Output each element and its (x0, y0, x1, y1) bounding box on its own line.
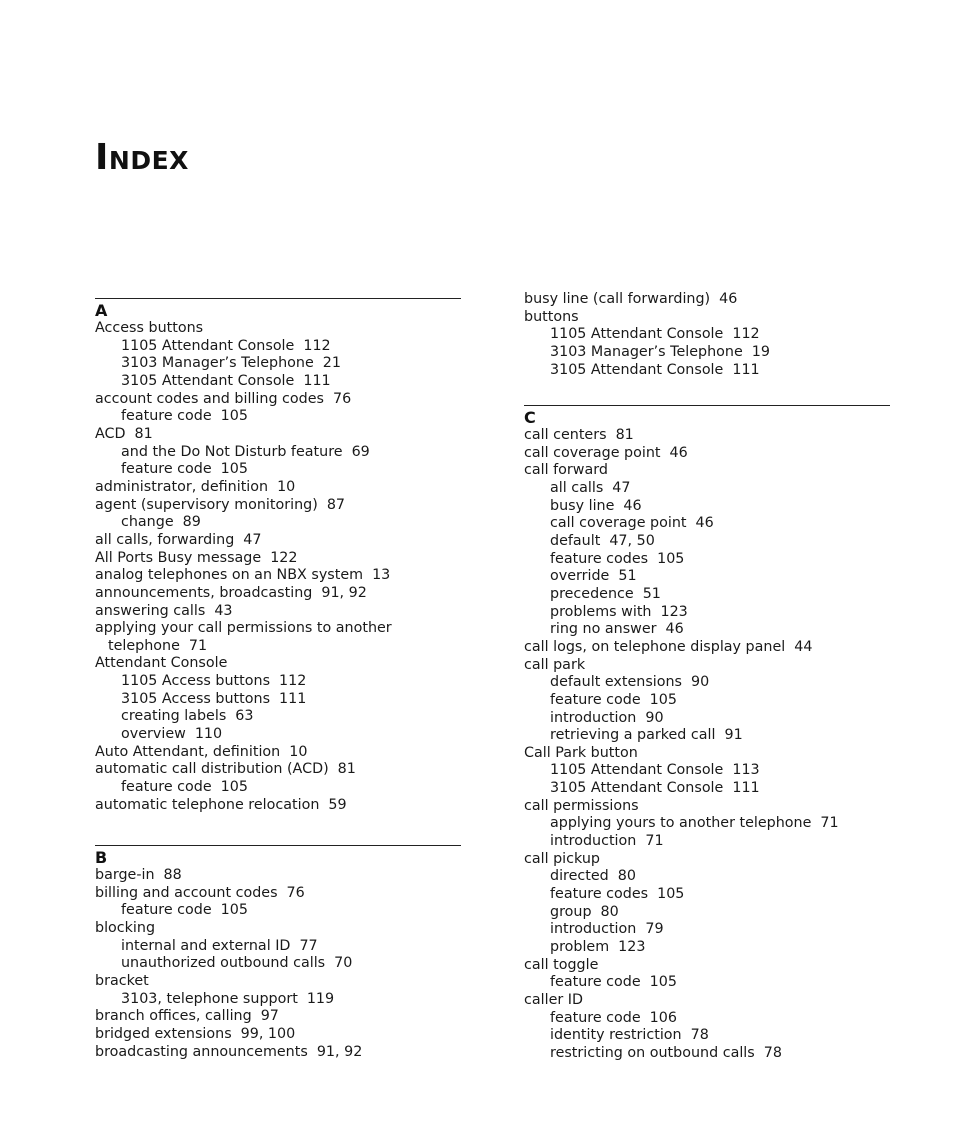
entry-term: 3105 Attendant Console (550, 361, 724, 378)
entry-page-numbers: 88 (163, 867, 182, 883)
entry-term: call coverage point (550, 515, 687, 532)
index-subentry (524, 1010, 890, 1028)
index-subentry (524, 974, 890, 992)
entry-page-numbers: 91 (724, 727, 743, 744)
entry-list (524, 427, 890, 1063)
index-entry (524, 291, 890, 309)
entry-term: branch offices, calling (95, 1008, 252, 1025)
entry-page-numbers: 46 (695, 515, 714, 532)
index-entry (95, 497, 461, 515)
entry-page-numbers: 71 (645, 833, 664, 850)
entry-list (524, 291, 890, 379)
index-subentry (524, 762, 890, 780)
index-subentry (95, 355, 461, 373)
entry-page-numbers: 111 (732, 780, 760, 797)
entry-term: group (550, 903, 592, 920)
index-subentry (524, 780, 890, 798)
index-entry (95, 320, 461, 338)
index-entry (524, 639, 890, 657)
index-entry (524, 992, 890, 1010)
entry-term: feature code (121, 461, 212, 478)
index-subentry (524, 868, 890, 886)
entry-page-numbers: 119 (306, 990, 335, 1007)
index-subentry (524, 904, 890, 922)
index-entry (524, 957, 890, 975)
entry-page-numbers: 113 (732, 762, 760, 779)
index-entry (524, 745, 890, 763)
entry-term: 3103 Manager’s Telephone (121, 355, 314, 372)
index-subentry (95, 444, 461, 462)
entry-term: bracket (95, 972, 149, 989)
entry-page-numbers: 112 (732, 326, 760, 343)
index-subentry (524, 939, 890, 957)
entry-page-numbers: 21 (322, 355, 341, 372)
entry-term: restricting on outbound calls (550, 1044, 755, 1061)
index-subentry (524, 674, 890, 692)
index-subentry (524, 833, 890, 851)
entry-term: precedence (550, 585, 634, 602)
entry-page-numbers: 19 (751, 343, 770, 360)
entry-page-numbers: 91, 92 (321, 584, 367, 601)
entry-page-numbers: 78 (763, 1044, 782, 1061)
entry-term: analog telephones on an NBX system (95, 567, 364, 584)
entry-term: bridged extensions (95, 1025, 232, 1042)
entry-page-numbers: 13 (372, 567, 391, 584)
section-letter: A (95, 301, 108, 320)
entry-page-numbers: 43 (214, 602, 233, 619)
index-entry (95, 920, 461, 938)
section-letter: C (524, 408, 536, 427)
index-subentry (524, 1027, 890, 1045)
entry-term: agent (supervisory monitoring) (95, 496, 318, 513)
entry-term: Call Park button (524, 744, 638, 761)
entry-page-numbers: 71 (820, 815, 839, 832)
entry-page-numbers: 71 (188, 637, 208, 654)
entry-page-numbers: 77 (299, 937, 318, 954)
entry-term: call logs, on telephone display panel (524, 638, 786, 655)
index-entry (95, 426, 461, 444)
index-entry (95, 867, 461, 885)
entry-term: feature codes (550, 550, 649, 567)
index-entry (95, 585, 461, 603)
index-subentry (95, 373, 461, 391)
index-section-a (95, 298, 461, 814)
entry-term: 3105 Attendant Console (121, 372, 295, 389)
index-entry (95, 744, 461, 762)
entry-term: retrieving a parked call (550, 727, 716, 744)
index-subentry (524, 921, 890, 939)
index-subentry (95, 708, 461, 726)
entry-page-numbers: 91, 92 (316, 1043, 363, 1060)
entry-page-numbers: 46 (623, 497, 642, 514)
index-subentry (524, 815, 890, 833)
entry-page-numbers: 78 (690, 1027, 709, 1044)
entry-term: 3105 Access buttons (121, 690, 271, 707)
entry-page-numbers: 46 (669, 444, 688, 461)
page-title: Index (95, 137, 189, 178)
index-entry (95, 885, 461, 903)
entry-page-numbers: 70 (334, 955, 353, 972)
entry-term: change (121, 514, 174, 531)
entry-page-numbers: 105 (220, 779, 248, 796)
entry-term: call permissions (524, 797, 639, 814)
entry-page-numbers: 44 (794, 638, 813, 655)
index-entry (95, 1044, 461, 1062)
index-subentry (95, 726, 461, 744)
entry-term: overview (121, 726, 186, 743)
entry-page-numbers: 47 (243, 531, 262, 548)
index-subentry (95, 991, 461, 1009)
index-subentry (95, 955, 461, 973)
entry-page-numbers: 81 (134, 425, 153, 442)
entry-page-numbers: 123 (618, 939, 646, 956)
index-subentry (95, 779, 461, 797)
entry-term: busy line (550, 497, 615, 514)
entry-page-numbers: 122 (270, 549, 298, 566)
entry-page-numbers: 110 (194, 726, 223, 743)
index-subentry (95, 461, 461, 479)
entry-term: Access buttons (95, 320, 204, 336)
index-subentry (524, 586, 890, 604)
index-entry (95, 567, 461, 585)
entry-term: call forward (524, 462, 608, 479)
entry-term: call toggle (524, 956, 599, 973)
entry-page-numbers: 105 (220, 408, 248, 425)
index-entry (524, 462, 890, 480)
entry-term: feature code (121, 408, 212, 425)
entry-page-numbers: 69 (351, 443, 370, 460)
section-letter: B (95, 848, 108, 867)
index-subentry (95, 338, 461, 356)
entry-term: default extensions (550, 674, 682, 691)
index-entry (95, 973, 461, 991)
entry-term: feature code (550, 1009, 641, 1026)
entry-term: problem (550, 939, 610, 956)
entry-page-numbers: 76 (333, 390, 352, 407)
index-subentry (524, 710, 890, 728)
index-entry (95, 1026, 461, 1044)
index-subentry (524, 727, 890, 745)
entry-page-numbers: 111 (303, 372, 331, 389)
entry-term: all calls, forwarding (95, 531, 235, 548)
entry-term: and the Do Not Disturb feature (121, 443, 343, 460)
entry-page-numbers: 99, 100 (240, 1025, 296, 1042)
index-entry (95, 797, 461, 815)
entry-term: feature code (121, 902, 212, 919)
entry-term: All Ports Busy message (95, 549, 262, 566)
entry-term: call park (524, 656, 586, 673)
entry-list (95, 320, 461, 814)
entry-term: blocking (95, 919, 156, 936)
index-entry (95, 620, 461, 638)
entry-term: call coverage point (524, 444, 661, 461)
entry-page-numbers: 105 (649, 691, 677, 708)
index-subentry (524, 326, 890, 344)
entry-term: 1105 Attendant Console (550, 326, 724, 343)
entry-page-numbers: 105 (220, 461, 248, 478)
entry-term: 3103 Manager’s Telephone (550, 343, 743, 360)
entry-term: buttons (524, 308, 579, 325)
entry-term: Auto Attendant, definition (95, 743, 281, 760)
entry-page-numbers: 47 (612, 479, 631, 496)
entry-page-numbers: 51 (642, 585, 661, 602)
entry-page-numbers: 79 (645, 921, 664, 938)
index-entry (524, 445, 890, 463)
entry-term: unauthorized outbound calls (121, 955, 326, 972)
index-subentry (524, 533, 890, 551)
entry-term: default (550, 532, 601, 549)
entry-term: all calls (550, 479, 604, 496)
index-entry (524, 657, 890, 675)
entry-term: Attendant Console (95, 655, 228, 672)
entry-term: internal and external ID (121, 937, 291, 954)
entry-term: introduction (550, 833, 637, 850)
entry-term: billing and account codes (95, 884, 278, 901)
entry-page-numbers: 87 (326, 496, 346, 513)
index-section-c (524, 405, 890, 1063)
entry-term: automatic telephone relocation (95, 796, 320, 813)
entry-term: override (550, 568, 610, 585)
entry-page-numbers: 80 (600, 903, 619, 920)
entry-page-numbers: 63 (235, 708, 254, 725)
index-entry (95, 550, 461, 568)
entry-page-numbers: 97 (260, 1008, 279, 1025)
entry-term: broadcasting announcements (95, 1043, 308, 1060)
index-subentry (524, 551, 890, 569)
entry-term: answering calls (95, 602, 206, 619)
entry-term: ring no answer (550, 621, 657, 638)
entry-term: caller ID (524, 992, 584, 1008)
entry-page-numbers: 90 (645, 709, 664, 726)
entry-page-numbers: 10 (289, 743, 308, 760)
entry-term: creating labels (121, 708, 227, 725)
entry-term: identity restriction (550, 1027, 682, 1044)
entry-page-numbers: 105 (220, 902, 248, 919)
entry-page-numbers: 81 (615, 427, 634, 443)
entry-page-numbers: 112 (303, 337, 331, 354)
entry-page-numbers: 81 (337, 761, 356, 778)
entry-term: 1105 Attendant Console (121, 337, 295, 354)
entry-term: announcements, broadcasting (95, 584, 313, 601)
index-entry (95, 655, 461, 673)
entry-term: ACD (95, 425, 126, 442)
entry-term: 3103, telephone support (121, 990, 298, 1007)
index-subentry (524, 1045, 890, 1063)
entry-term: 1105 Access buttons (121, 673, 271, 690)
entry-term: telephone (108, 637, 180, 654)
entry-page-numbers: 105 (649, 974, 677, 991)
entry-term: introduction (550, 709, 637, 726)
index-subentry (524, 498, 890, 516)
entry-term: 1105 Attendant Console (550, 762, 724, 779)
entry-term: 3105 Attendant Console (550, 780, 724, 797)
index-subentry (524, 480, 890, 498)
entry-term: call centers (524, 427, 607, 443)
entry-term: feature code (550, 691, 641, 708)
entry-page-numbers: 111 (732, 361, 760, 378)
entry-page-numbers: 90 (691, 674, 710, 691)
entry-page-numbers: 51 (618, 568, 637, 585)
entry-page-numbers: 46 (665, 621, 684, 638)
entry-term: directed (550, 868, 609, 885)
index-subentry (95, 514, 461, 532)
entry-page-numbers: 59 (328, 796, 347, 813)
entry-page-numbers: 46 (719, 291, 738, 307)
entry-page-numbers: 105 (657, 550, 685, 567)
entry-page-numbers: 89 (182, 514, 201, 531)
entry-page-numbers: 105 (657, 886, 685, 903)
index-subentry (95, 673, 461, 691)
index-section-b (95, 845, 461, 1061)
entry-page-numbers: 76 (286, 884, 305, 901)
entry-page-numbers: 111 (279, 690, 307, 707)
entry-term: account codes and billing codes (95, 390, 324, 407)
index-subentry (95, 691, 461, 709)
entry-term: barge-in (95, 867, 155, 883)
index-entry (95, 532, 461, 550)
entry-term: applying yours to another telephone (550, 815, 812, 832)
index-subentry (524, 362, 890, 380)
index-entry (95, 391, 461, 409)
index-subentry (524, 692, 890, 710)
index-subentry (524, 886, 890, 904)
entry-page-numbers: 123 (660, 603, 688, 620)
entry-term: busy line (call forwarding) (524, 291, 711, 307)
entry-term: feature code (550, 974, 641, 991)
entry-term: administrator, definition (95, 478, 269, 495)
entry-term: applying your call permissions to another (95, 620, 392, 637)
entry-page-numbers: 106 (649, 1009, 677, 1026)
entry-page-numbers: 80 (617, 868, 636, 885)
entry-page-numbers: 47, 50 (609, 532, 655, 549)
entry-term: problems with (550, 603, 652, 620)
index-entry (524, 851, 890, 869)
index-entry (95, 761, 461, 779)
entry-term: call pickup (524, 850, 600, 867)
index-subentry (524, 568, 890, 586)
index-subentry (524, 604, 890, 622)
index-subentry (524, 515, 890, 533)
entry-term: automatic call distribution (ACD) (95, 761, 329, 778)
entry-page-numbers: 112 (279, 673, 307, 690)
index-entry (524, 309, 890, 327)
entry-term: introduction (550, 921, 637, 938)
index-entry (95, 603, 461, 621)
entry-page-numbers: 10 (277, 478, 296, 495)
index-subentry (524, 344, 890, 362)
entry-term: feature codes (550, 886, 649, 903)
index-section-b-continued (524, 291, 890, 379)
index-subentry (95, 408, 461, 426)
index-entry (95, 1008, 461, 1026)
entry-list (95, 867, 461, 1061)
index-entry (95, 479, 461, 497)
index-subentry (524, 621, 890, 639)
index-entry (524, 798, 890, 816)
index-subentry (95, 902, 461, 920)
index-entry (524, 427, 890, 445)
entry-term: feature code (121, 779, 212, 796)
index-subentry (95, 938, 461, 956)
index-entry (95, 638, 461, 656)
